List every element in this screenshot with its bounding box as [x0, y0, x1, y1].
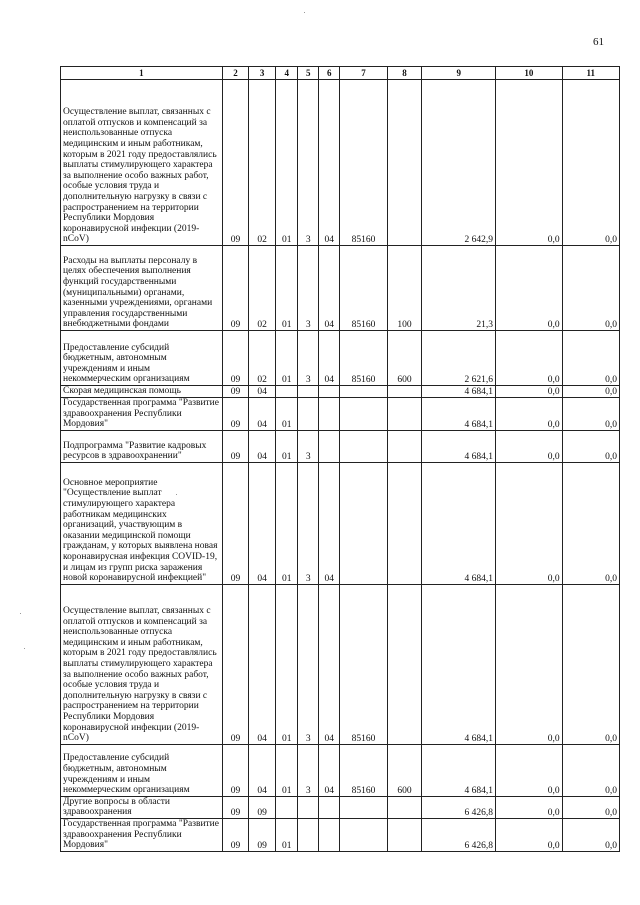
code-cell: 09 [249, 818, 276, 851]
code-cell [340, 398, 387, 431]
amount-cell: 0,0 [562, 818, 619, 851]
code-cell: 09 [222, 430, 249, 462]
amount-cell: 0,0 [562, 386, 619, 398]
code-cell: 09 [222, 796, 249, 818]
amount-cell: 0,0 [496, 80, 563, 246]
table-row [61, 744, 620, 796]
code-cell: 04 [249, 462, 276, 584]
amount-cell: 4 684,1 [422, 386, 496, 398]
amount-cell: 0,0 [562, 796, 619, 818]
code-cell: 09 [222, 818, 249, 851]
code-cell [387, 584, 422, 744]
table-row [61, 584, 620, 744]
header-cell: 4 [275, 67, 298, 80]
code-cell: 02 [249, 331, 276, 386]
code-cell [340, 462, 387, 584]
amount-cell: 0,0 [562, 398, 619, 431]
code-cell: 02 [249, 80, 276, 246]
code-cell: 85160 [340, 744, 387, 796]
header-cell: 7 [340, 67, 387, 80]
code-cell [340, 430, 387, 462]
row-description: Государственная программа "Развитие здравоохранения Республики Мордовия" [61, 818, 223, 851]
code-cell [387, 462, 422, 584]
amount-cell: 0,0 [496, 818, 563, 851]
code-cell: 01 [275, 80, 298, 246]
code-cell [340, 818, 387, 851]
table-row [61, 80, 620, 246]
page-number: 61 [593, 36, 604, 48]
amount-cell: 2 621,6 [422, 331, 496, 386]
code-cell: 09 [249, 796, 276, 818]
header-row [61, 67, 620, 80]
table-row [61, 430, 620, 462]
table-row [61, 796, 620, 818]
code-cell: 09 [222, 331, 249, 386]
row-description: Другие вопросы в области здравоохранения [61, 796, 223, 818]
code-cell: 01 [275, 430, 298, 462]
code-cell: 85160 [340, 80, 387, 246]
budget-table [60, 66, 620, 852]
table-row [61, 462, 620, 584]
code-cell: 01 [275, 462, 298, 584]
code-cell: 600 [387, 744, 422, 796]
amount-cell: 6 426,8 [422, 796, 496, 818]
scan-speck [24, 648, 25, 649]
amount-cell: 0,0 [496, 246, 563, 331]
code-cell: 04 [249, 584, 276, 744]
header-cell: 6 [318, 67, 340, 80]
row-description: Скорая медицинская помощь [61, 386, 223, 398]
row-description: Осуществление выплат, связанных с оплатой отпусков и компенсаций за неиспользованные отпуска медицинским и иным работникам, которым в 2021 году предоставлялись выплаты стимулирующего характера за выполнение особо важных работ, особые условия труда и дополнительную нагрузку в связи с распространением на территории Республики Мордовия коронавирусной инфекции (2019-nCoV) [61, 584, 223, 744]
code-cell: 100 [387, 246, 422, 331]
header-cell: 11 [562, 67, 619, 80]
scan-speck [304, 12, 305, 13]
row-description: Расходы на выплаты персоналу в целях обеспечения выполнения функций государственными (муниципальными) органами, казенными учреждениями, органами управления государственными внебюджетными фондами [61, 246, 223, 331]
amount-cell: 21,3 [422, 246, 496, 331]
code-cell: 09 [222, 386, 249, 398]
code-cell: 09 [222, 80, 249, 246]
amount-cell: 4 684,1 [422, 430, 496, 462]
code-cell: 09 [222, 398, 249, 431]
table-row [61, 398, 620, 431]
row-description: Подпрограмма "Развитие кадровых ресурсов в здравоохранении" [61, 430, 223, 462]
code-cell [318, 398, 340, 431]
code-cell: 3 [298, 462, 318, 584]
code-cell: 600 [387, 331, 422, 386]
code-cell [298, 398, 318, 431]
header-cell: 1 [61, 67, 223, 80]
header-cell: 9 [422, 67, 496, 80]
code-cell [298, 386, 318, 398]
code-cell [387, 80, 422, 246]
header-cell: 5 [298, 67, 318, 80]
amount-cell: 4 684,1 [422, 584, 496, 744]
code-cell: 3 [298, 744, 318, 796]
code-cell: 04 [318, 331, 340, 386]
amount-cell: 0,0 [496, 430, 563, 462]
code-cell: 09 [222, 246, 249, 331]
header-cell: 3 [249, 67, 276, 80]
code-cell: 01 [275, 744, 298, 796]
code-cell: 04 [318, 80, 340, 246]
code-cell [387, 386, 422, 398]
row-description: Государственная программа "Развитие здравоохранения Республики Мордовия" [61, 398, 223, 431]
code-cell: 04 [318, 744, 340, 796]
scan-speck [20, 613, 21, 614]
header-cell: 10 [496, 67, 563, 80]
row-description: Предоставление субсидий бюджетным, автономным учреждениям и иным некоммерческим организациям [61, 744, 223, 796]
table-row [61, 386, 620, 398]
code-cell: 3 [298, 80, 318, 246]
amount-cell: 4 684,1 [422, 462, 496, 584]
code-cell: 04 [249, 430, 276, 462]
code-cell: 09 [222, 744, 249, 796]
code-cell: 3 [298, 430, 318, 462]
amount-cell: 0,0 [562, 80, 619, 246]
amount-cell: 0,0 [496, 744, 563, 796]
amount-cell: 0,0 [496, 386, 563, 398]
amount-cell: 0,0 [562, 430, 619, 462]
code-cell: 04 [249, 744, 276, 796]
amount-cell: 0,0 [496, 796, 563, 818]
code-cell: 04 [318, 462, 340, 584]
amount-cell: 0,0 [496, 398, 563, 431]
code-cell [387, 398, 422, 431]
code-cell [298, 796, 318, 818]
amount-cell: 0,0 [562, 462, 619, 584]
amount-cell: 0,0 [562, 584, 619, 744]
amount-cell: 0,0 [496, 462, 563, 584]
code-cell [275, 386, 298, 398]
code-cell: 04 [318, 246, 340, 331]
amount-cell: 6 426,8 [422, 818, 496, 851]
code-cell [318, 386, 340, 398]
header-cell: 8 [387, 67, 422, 80]
code-cell: 04 [249, 398, 276, 431]
code-cell: 3 [298, 331, 318, 386]
amount-cell: 0,0 [496, 331, 563, 386]
amount-cell: 0,0 [562, 331, 619, 386]
code-cell [387, 430, 422, 462]
code-cell: 01 [275, 818, 298, 851]
code-cell [387, 818, 422, 851]
code-cell: 85160 [340, 246, 387, 331]
code-cell [298, 818, 318, 851]
code-cell: 02 [249, 246, 276, 331]
code-cell [340, 386, 387, 398]
row-description: Предоставление субсидий бюджетным, автономным учреждениям и иным некоммерческим организациям [61, 331, 223, 386]
amount-cell: 4 684,1 [422, 398, 496, 431]
code-cell [387, 796, 422, 818]
code-cell [318, 430, 340, 462]
code-cell [340, 796, 387, 818]
code-cell: 04 [318, 584, 340, 744]
code-cell [275, 796, 298, 818]
code-cell: 85160 [340, 584, 387, 744]
code-cell: 01 [275, 398, 298, 431]
amount-cell: 0,0 [496, 584, 563, 744]
code-cell: 04 [249, 386, 276, 398]
amount-cell: 2 642,9 [422, 80, 496, 246]
scan-speck [176, 494, 177, 495]
code-cell: 09 [222, 462, 249, 584]
code-cell: 01 [275, 331, 298, 386]
code-cell: 09 [222, 584, 249, 744]
code-cell: 3 [298, 584, 318, 744]
code-cell: 01 [275, 246, 298, 331]
table-row [61, 331, 620, 386]
code-cell [318, 818, 340, 851]
code-cell: 85160 [340, 331, 387, 386]
amount-cell: 0,0 [562, 744, 619, 796]
code-cell: 01 [275, 584, 298, 744]
table-row [61, 246, 620, 331]
row-description: Осуществление выплат, связанных с оплатой отпусков и компенсаций за неиспользованные отпуска медицинским и иным работникам, которым в 2021 году предоставлялись выплаты стимулирующего характера за выполнение особо важных работ, особые условия труда и дополнительную нагрузку в связи с распространением на территории Республики Мордовия коронавирусной инфекции (2019-nCoV) [61, 80, 223, 246]
amount-cell: 0,0 [562, 246, 619, 331]
amount-cell: 4 684,1 [422, 744, 496, 796]
table-row [61, 818, 620, 851]
code-cell: 3 [298, 246, 318, 331]
row-description: Основное мероприятие "Осуществление выплат стимулирующего характера работникам медицинских организаций, участвующим в оказании медицинской помощи гражданам, у которых выявлена новая коронавирусная инфекция COVID-19, и лицам из групп риска заражения новой коронавирусной инфекцией" [61, 462, 223, 584]
code-cell [318, 796, 340, 818]
header-cell: 2 [222, 67, 249, 80]
